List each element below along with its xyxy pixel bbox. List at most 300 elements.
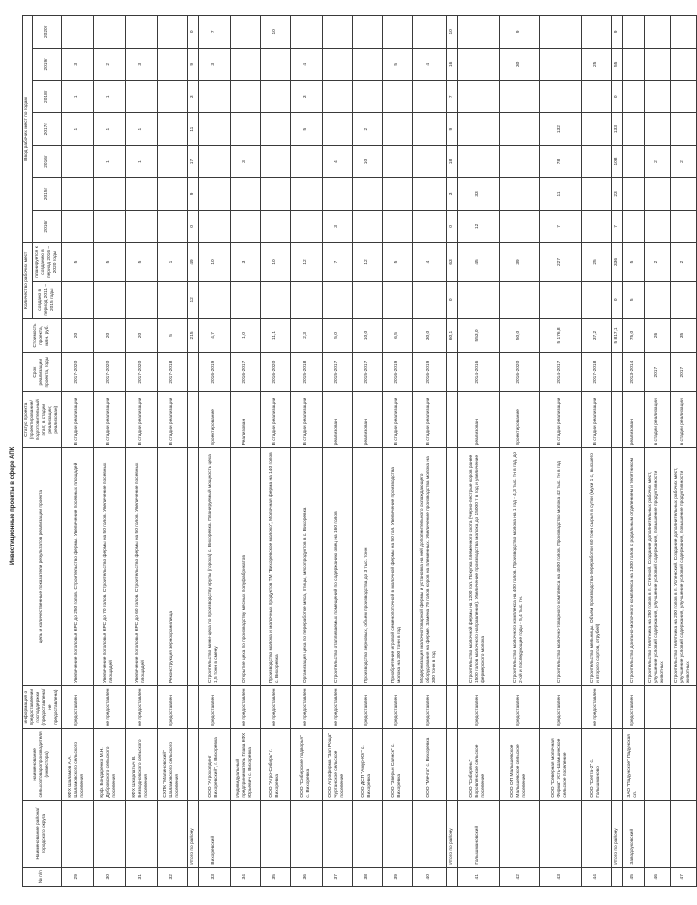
year-cell: 1 bbox=[93, 81, 125, 113]
year-cell bbox=[382, 113, 412, 145]
year-cell bbox=[125, 81, 157, 113]
cost-cell: 11,1 bbox=[260, 318, 290, 353]
year-cell: 3 bbox=[187, 81, 198, 113]
table-row bbox=[352, 16, 382, 887]
year-cell bbox=[581, 145, 611, 177]
org-cell: ООО "Агрохолдинг Вихоревский", г. Вихоревка bbox=[198, 729, 230, 800]
header-year: 2016г bbox=[32, 210, 61, 242]
jobs-planned-cell: 25 bbox=[581, 243, 611, 282]
cost-cell: 553,0 bbox=[457, 318, 499, 353]
table-row bbox=[290, 16, 322, 887]
year-cell: 16 bbox=[446, 48, 457, 80]
term-cell: 2017-2018 bbox=[157, 353, 187, 392]
support-cell: не предоставлен bbox=[125, 686, 157, 729]
goal-cell: Строительство мини-цеха по производству крупы (гороха) с. Вихоревка. Планируемый мощность цеха 1,5 тонн в смену bbox=[198, 448, 230, 686]
year-cell: 2 bbox=[670, 145, 696, 177]
term-cell: 2017 bbox=[644, 353, 670, 392]
goal-cell: Строительство молочной фермы на 1200 гол. Покупка племенного скота (Черно-пестрые коров ранее 1500 голов молочного направления). Увеличение производства молока до 15000 т в год и увеличение фермерского молока bbox=[457, 448, 499, 686]
year-cell: 10 bbox=[352, 145, 382, 177]
table-row bbox=[125, 16, 157, 887]
row-number: 37 bbox=[322, 867, 352, 886]
year-cell: 3 bbox=[61, 48, 93, 80]
status-cell: В стадии реализации bbox=[125, 392, 157, 448]
cost-cell: 20 bbox=[93, 318, 125, 353]
header-goal: цель и количественные показатели результатов реализации проекта bbox=[23, 448, 62, 686]
district-cell: Итого по району bbox=[611, 800, 622, 867]
status-cell: реализован bbox=[352, 392, 382, 448]
jobs-created-cell: 12 bbox=[187, 281, 198, 318]
district-cell bbox=[93, 800, 125, 867]
year-cell: 1 bbox=[61, 113, 93, 145]
jobs-planned-cell: 4 bbox=[412, 243, 446, 282]
year-cell bbox=[457, 81, 499, 113]
year-cell: 11 bbox=[539, 178, 581, 210]
year-cell bbox=[157, 210, 187, 242]
term-cell: 2014-2017 bbox=[539, 353, 581, 392]
year-cell: 4 bbox=[322, 145, 352, 177]
jobs-planned-cell: 5 bbox=[93, 243, 125, 282]
year-cell: 132 bbox=[539, 113, 581, 145]
year-cell: 0 bbox=[187, 16, 198, 49]
year-cell bbox=[230, 48, 260, 80]
year-cell: 3 bbox=[446, 178, 457, 210]
jobs-created-cell bbox=[230, 281, 260, 318]
year-cell bbox=[61, 16, 93, 49]
year-cell bbox=[622, 16, 644, 49]
year-cell: 2 bbox=[644, 145, 670, 177]
status-cell: реализован bbox=[322, 392, 352, 448]
year-cell: 7 bbox=[446, 81, 457, 113]
status-cell: В стадии реализации bbox=[581, 392, 611, 448]
cost-cell: 60,1 bbox=[446, 318, 457, 353]
header-year: 2019г bbox=[32, 48, 61, 80]
jobs-created-cell: 0 bbox=[611, 281, 622, 318]
org-cell: ООО ОП Малышевское Малышевское сельское поселение bbox=[499, 729, 539, 800]
header-status: Статус проекта (проектирование/подготовительный этап; в стадии реализации; реализован) bbox=[23, 392, 62, 448]
row-number: 33 bbox=[198, 867, 230, 886]
year-cell bbox=[622, 178, 644, 210]
jobs-planned-cell: 7 bbox=[322, 243, 352, 282]
cost-cell: 26 bbox=[644, 318, 670, 353]
year-cell bbox=[670, 16, 696, 49]
year-cell: 0 bbox=[187, 210, 198, 242]
cost-cell: 20 bbox=[125, 318, 157, 353]
header-cost: Стоимость проекта, млн. руб. bbox=[23, 318, 62, 353]
row-number: 38 bbox=[352, 867, 382, 886]
year-cell bbox=[644, 178, 670, 210]
row-number bbox=[611, 867, 622, 886]
header-jobs-created: создано в период 2011 – 2015 годы bbox=[32, 281, 61, 318]
jobs-planned-cell: 49 bbox=[187, 243, 198, 282]
cost-cell: 1,0 bbox=[230, 318, 260, 353]
goal-cell: Увеличение поголовья КРС до 70 голов. Строительство фермы на 50 голов. Увеличение посевных площадей bbox=[93, 448, 125, 686]
header-info: информация о предоставлении господдержки (предоставлена/не предоставлена) bbox=[23, 686, 62, 729]
org-cell: КФХ Шаламов А.А. Шаламовского сельского поселения bbox=[61, 729, 93, 800]
jobs-planned-cell: 336 bbox=[611, 243, 622, 282]
goal-cell bbox=[446, 448, 457, 686]
jobs-planned-cell: 63 bbox=[446, 243, 457, 282]
year-cell bbox=[198, 113, 230, 145]
status-cell: Реализован bbox=[230, 392, 260, 448]
year-cell: 7 bbox=[198, 16, 230, 49]
year-cell bbox=[644, 113, 670, 145]
jobs-planned-cell: 5 bbox=[61, 243, 93, 282]
jobs-planned-cell: 1 bbox=[157, 243, 187, 282]
header-year: 2018г bbox=[32, 81, 61, 113]
row-number: 30 bbox=[93, 867, 125, 886]
header-input: Ввод рабочих мест по годам bbox=[23, 16, 33, 243]
org-cell bbox=[670, 729, 696, 800]
row-number: 47 bbox=[670, 867, 696, 886]
year-cell bbox=[230, 16, 260, 49]
term-cell: 2016-2020 bbox=[499, 353, 539, 392]
year-cell bbox=[644, 81, 670, 113]
table-row bbox=[539, 16, 581, 887]
year-cell bbox=[670, 210, 696, 242]
term-cell: 2017-2020 bbox=[93, 353, 125, 392]
header-year: 2017г bbox=[32, 113, 61, 145]
year-cell bbox=[157, 81, 187, 113]
year-cell bbox=[457, 48, 499, 80]
district-cell bbox=[322, 800, 352, 867]
jobs-planned-cell: 12 bbox=[352, 243, 382, 282]
term-cell: 2016-2017 bbox=[230, 353, 260, 392]
year-cell: 23 bbox=[611, 178, 622, 210]
year-cell bbox=[644, 48, 670, 80]
goal-cell: Модернизация молочнотоварной фермы и установка на ней дополнительного охлаждающего оборудования на ферме. Замена 79 голов коров на племенных. Увеличение производства молока на 300 тонн в год bbox=[412, 448, 446, 686]
year-cell bbox=[260, 113, 290, 145]
year-cell bbox=[670, 81, 696, 113]
term-cell: 2013-2014 bbox=[622, 353, 644, 392]
row-number: 43 bbox=[539, 867, 581, 886]
jobs-created-cell bbox=[499, 281, 539, 318]
org-cell: ООО "Мечта" с. Вихоревка bbox=[412, 729, 446, 800]
year-cell bbox=[412, 113, 446, 145]
org-cell: ООО "Северная молочная Фирма" Усть-Шамшинское сельское поселение bbox=[539, 729, 581, 800]
year-cell: 7 bbox=[539, 210, 581, 242]
district-cell bbox=[260, 800, 290, 867]
year-cell: 4 bbox=[290, 48, 322, 80]
status-cell bbox=[446, 392, 457, 448]
year-cell bbox=[198, 81, 230, 113]
table-row bbox=[581, 16, 611, 887]
status-cell: В стадии реализации bbox=[290, 392, 322, 448]
cost-cell: 30,0 bbox=[412, 318, 446, 353]
district-cell: Итого по району bbox=[187, 800, 198, 867]
org-cell bbox=[446, 729, 457, 800]
district-cell bbox=[352, 800, 382, 867]
year-cell bbox=[61, 210, 93, 242]
year-cell: 55 bbox=[611, 48, 622, 80]
status-cell: в стадии реализации bbox=[644, 392, 670, 448]
year-cell bbox=[412, 145, 446, 177]
support-cell: не предоставлен bbox=[260, 686, 290, 729]
year-cell bbox=[322, 178, 352, 210]
year-cell bbox=[157, 48, 187, 80]
jobs-created-cell bbox=[125, 281, 157, 318]
support-cell: не предоставлен bbox=[322, 686, 352, 729]
table-row bbox=[93, 16, 125, 887]
jobs-created-cell bbox=[412, 281, 446, 318]
status-cell: В стадии реализации bbox=[61, 392, 93, 448]
table-caption: Инвестиционные проекты в сфере АПК bbox=[10, 446, 16, 565]
table-row bbox=[457, 16, 499, 887]
year-cell bbox=[622, 81, 644, 113]
support-cell: предоставлен bbox=[412, 686, 446, 729]
support-cell bbox=[644, 686, 670, 729]
district-cell bbox=[157, 800, 187, 867]
year-cell bbox=[581, 113, 611, 145]
year-cell: 9 bbox=[187, 178, 198, 210]
year-cell bbox=[622, 145, 644, 177]
jobs-planned-cell: 3 bbox=[230, 243, 260, 282]
term-cell: 2015-2018 bbox=[290, 353, 322, 392]
term-cell: 2016-2019 bbox=[198, 353, 230, 392]
status-cell: В стадии реализации bbox=[157, 392, 187, 448]
table-row bbox=[670, 16, 696, 887]
term-cell: 2017 bbox=[670, 353, 696, 392]
year-cell bbox=[499, 178, 539, 210]
jobs-created-cell bbox=[93, 281, 125, 318]
support-cell: не предоставлен bbox=[290, 686, 322, 729]
org-cell: СХПК "Малиновский" Шаламовского сельского поселения bbox=[157, 729, 187, 800]
year-cell bbox=[539, 81, 581, 113]
status-cell: В стадии реализации bbox=[539, 392, 581, 448]
org-cell: ООО "Септа-2" с. Голышманово bbox=[581, 729, 611, 800]
cost-cell: 75,0 bbox=[622, 318, 644, 353]
table-row bbox=[230, 16, 260, 887]
year-cell bbox=[499, 145, 539, 177]
cost-cell: 5 176,8 bbox=[539, 318, 581, 353]
year-cell: 78 bbox=[539, 145, 581, 177]
jobs-created-cell bbox=[157, 281, 187, 318]
support-cell: предоставлен bbox=[61, 686, 93, 729]
cost-cell: 215 bbox=[187, 318, 198, 353]
goal-cell: Организация цеха по переработке мяса, птицы, мясопродуктов в с. Вихоревка bbox=[290, 448, 322, 686]
district-cell bbox=[499, 800, 539, 867]
cost-cell: 5 817,1 bbox=[611, 318, 622, 353]
org-cell bbox=[644, 729, 670, 800]
org-cell: ООО "Зверьн Саянск" с. Вихоревка bbox=[382, 729, 412, 800]
table-row bbox=[412, 16, 446, 887]
table-body bbox=[61, 16, 696, 887]
year-cell bbox=[539, 48, 581, 80]
goal-cell: Открытие цеха по производству мясных полуфабрикатов bbox=[230, 448, 260, 686]
term-cell bbox=[187, 353, 198, 392]
org-cell bbox=[611, 729, 622, 800]
term-cell bbox=[611, 353, 622, 392]
year-cell bbox=[499, 210, 539, 242]
year-cell: 5 bbox=[382, 48, 412, 80]
year-cell bbox=[352, 210, 382, 242]
year-cell bbox=[670, 178, 696, 210]
district-cell bbox=[539, 800, 581, 867]
year-cell bbox=[157, 16, 187, 49]
goal-cell: Строительство молочного комплекса на 400 голов. Производство молока на 1 год - 4,3 тыс. тн в год, до 2-ой и последующие годы - 5,4 тыс. тн. bbox=[499, 448, 539, 686]
header-term: Срок реализации проекта, годы bbox=[23, 353, 62, 392]
jobs-created-cell bbox=[457, 281, 499, 318]
goal-cell: Строительство отапливаемых помещений по содержанию овец на 160 голов bbox=[322, 448, 352, 686]
year-cell bbox=[290, 145, 322, 177]
year-cell bbox=[93, 210, 125, 242]
jobs-created-cell bbox=[539, 281, 581, 318]
district-cell: Итого по району bbox=[446, 800, 457, 867]
year-cell: 3 bbox=[125, 48, 157, 80]
year-cell bbox=[670, 48, 696, 80]
org-cell: Индивидуальный предприниматель Глава КФХ Юрьевич с. Вихоревка bbox=[230, 729, 260, 800]
support-cell: предоставлен bbox=[352, 686, 382, 729]
table-row bbox=[644, 16, 670, 887]
cost-cell: 5 bbox=[157, 318, 187, 353]
goal-cell: Строительство молочно-товарного комплекса на 4600 голов. Производство молока 42 тыс. тн в год bbox=[539, 448, 581, 686]
term-cell: 2017-2018 bbox=[581, 353, 611, 392]
district-cell bbox=[382, 800, 412, 867]
support-cell: предоставлен bbox=[157, 686, 187, 729]
jobs-planned-cell: 2 bbox=[670, 243, 696, 282]
status-cell: В стадии реализации bbox=[93, 392, 125, 448]
year-cell: 133 bbox=[611, 113, 622, 145]
year-cell bbox=[499, 81, 539, 113]
year-cell bbox=[198, 210, 230, 242]
jobs-created-cell: 5 bbox=[622, 281, 644, 318]
year-cell bbox=[230, 81, 260, 113]
org-cell: КФХ Шкарлатыч В. Безводновского сельского поселения bbox=[125, 729, 157, 800]
year-cell: 3 bbox=[290, 81, 322, 113]
org-cell: ООО "Сибирянь" Боровлянское сельское поселение bbox=[457, 729, 499, 800]
year-cell bbox=[581, 210, 611, 242]
year-cell bbox=[382, 210, 412, 242]
support-cell: предоставлен bbox=[539, 686, 581, 729]
goal-cell bbox=[187, 448, 198, 686]
goal-cell: Строительство телятника на 200 голов в п. Успенский. Создание дополнительных рабочих мест, улучшение условий содержания, улучшение условий содержания, повышение продуктивности животных bbox=[670, 448, 696, 686]
year-cell bbox=[412, 81, 446, 113]
year-cell bbox=[260, 210, 290, 242]
support-cell bbox=[446, 686, 457, 729]
district-cell bbox=[581, 800, 611, 867]
goal-cell: Производство молока и молочных продуктов ТМ "Вихоревское молоко", Молочная ферма на 140 голов с. Вихоревка bbox=[260, 448, 290, 686]
support-cell: предоставлен bbox=[457, 686, 499, 729]
org-cell: ООО ДСП "Амур-Юг" с. Вихоревка bbox=[352, 729, 382, 800]
year-cell: 4 bbox=[412, 48, 446, 80]
table-row bbox=[499, 16, 539, 887]
projects-table bbox=[22, 15, 697, 887]
year-cell bbox=[61, 145, 93, 177]
year-cell bbox=[61, 178, 93, 210]
year-cell bbox=[260, 178, 290, 210]
support-cell: предоставлен bbox=[499, 686, 539, 729]
status-cell: реализован bbox=[457, 392, 499, 448]
status-cell: В стадии реализации bbox=[260, 392, 290, 448]
jobs-planned-cell: 5 bbox=[382, 243, 412, 282]
cost-cell: 4,7 bbox=[198, 318, 230, 353]
year-cell bbox=[644, 16, 670, 49]
support-cell: не предоставлен bbox=[230, 686, 260, 729]
year-cell bbox=[322, 81, 352, 113]
year-cell: 17 bbox=[187, 145, 198, 177]
goal-cell: Приобретение игровой семенопоточной в молочной фермы на 50 гол. Увеличение производства молока на 300 тонн в год bbox=[382, 448, 412, 686]
table-row bbox=[61, 16, 93, 887]
support-cell bbox=[187, 686, 198, 729]
row-number bbox=[446, 867, 457, 886]
year-cell bbox=[412, 210, 446, 242]
goal-cell: Строительство мельницы. Объем производства-переработки 60 тонн сырья в сутки (муки 1 с, высшего и второго сортов, отрубей) bbox=[581, 448, 611, 686]
status-cell: проектирование bbox=[198, 392, 230, 448]
org-cell: ООО "Агро-Сибирь" г. Вихоревка bbox=[260, 729, 290, 800]
goal-cell: Реконструкция зернохранилища bbox=[157, 448, 187, 686]
table-row bbox=[157, 16, 187, 887]
year-cell: 18 bbox=[446, 145, 457, 177]
support-cell: предоставлен bbox=[382, 686, 412, 729]
year-cell: 9 bbox=[446, 113, 457, 145]
year-cell: 11 bbox=[187, 113, 198, 145]
term-cell: 2016-2019 bbox=[412, 353, 446, 392]
header-num: № п/п bbox=[23, 867, 62, 886]
district-cell bbox=[412, 800, 446, 867]
total-row bbox=[446, 16, 457, 887]
table-row bbox=[322, 16, 352, 887]
jobs-created-cell bbox=[382, 281, 412, 318]
support-cell: не предоставлен bbox=[581, 686, 611, 729]
row-number bbox=[187, 867, 198, 886]
year-cell bbox=[412, 178, 446, 210]
table-row bbox=[382, 16, 412, 887]
year-cell: 9 bbox=[187, 48, 198, 80]
year-cell bbox=[125, 178, 157, 210]
header-district: Наименование района/городского округа bbox=[23, 800, 62, 867]
year-cell bbox=[230, 113, 260, 145]
year-cell bbox=[581, 81, 611, 113]
goal-cell: Строительство доильно-молочного комплекса на 1300 голов с родильным отделением и телятником bbox=[622, 448, 644, 686]
year-cell bbox=[382, 16, 412, 49]
year-cell bbox=[457, 113, 499, 145]
cost-cell: 10,0 bbox=[352, 318, 382, 353]
year-cell bbox=[157, 178, 187, 210]
year-cell bbox=[322, 113, 352, 145]
goal-cell: Увеличение поголовья КРС до 60 голов. Строительство фермы на 50 голов. Увеличение посевных площадей bbox=[125, 448, 157, 686]
year-cell bbox=[290, 210, 322, 242]
year-cell bbox=[581, 178, 611, 210]
year-cell: 1 bbox=[61, 81, 93, 113]
table-row bbox=[198, 16, 230, 887]
term-cell: 2016-2019 bbox=[382, 353, 412, 392]
header-year: 2016г bbox=[32, 145, 61, 177]
year-cell bbox=[457, 16, 499, 49]
year-cell bbox=[352, 178, 382, 210]
year-cell bbox=[260, 145, 290, 177]
district-cell bbox=[125, 800, 157, 867]
year-cell bbox=[290, 16, 322, 49]
year-cell bbox=[670, 113, 696, 145]
jobs-created-cell bbox=[581, 281, 611, 318]
row-number: 36 bbox=[290, 867, 322, 886]
jobs-planned-cell: 5 bbox=[622, 243, 644, 282]
header-year: 2020г bbox=[32, 16, 61, 49]
year-cell bbox=[322, 16, 352, 49]
year-cell bbox=[382, 145, 412, 177]
header-org: наименование сельхозтоваропроизводителя (инвестора) bbox=[23, 729, 62, 800]
year-cell bbox=[157, 113, 187, 145]
jobs-planned-cell: 39 bbox=[499, 243, 539, 282]
jobs-created-cell bbox=[61, 281, 93, 318]
district-cell bbox=[670, 800, 696, 867]
year-cell bbox=[499, 113, 539, 145]
jobs-planned-cell: 45 bbox=[457, 243, 499, 282]
year-cell: 1 bbox=[93, 113, 125, 145]
year-cell bbox=[157, 145, 187, 177]
year-cell: 25 bbox=[581, 48, 611, 80]
jobs-created-cell bbox=[352, 281, 382, 318]
org-cell: ООО Агрофирма "Зап Роща" Чуртанское сельское поселение bbox=[322, 729, 352, 800]
